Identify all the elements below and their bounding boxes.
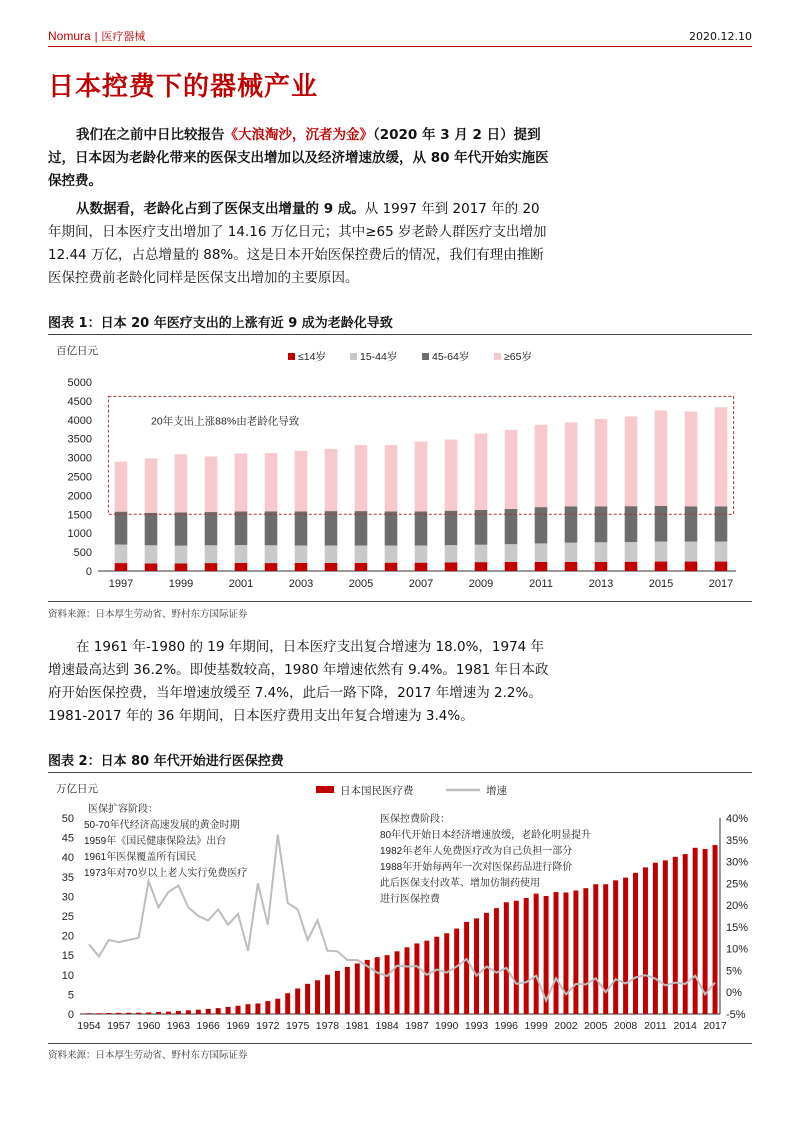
chart2-legend-label-line: 增速 [486,785,507,797]
chart1-annotation: 20年支出上涨88%由老龄化导致 [151,415,300,428]
chart2-bar-1965 [196,1010,201,1014]
chart1-xtick-label: 2009 [468,578,494,590]
chart1-ytick-label: 500 [73,547,92,560]
chart2-xtick-label: 1969 [226,1020,250,1032]
chart1-bar-2002-3 [265,453,278,511]
header-brand: Nomura | 医疗器械 [48,29,146,43]
chart1-bar-2001-3 [235,453,248,511]
chart1-bar-2016-3 [685,411,698,506]
chart2-bar-1955 [96,1013,101,1014]
chart1-bar-1999-1 [175,546,188,564]
chart1-xtick-label: 2007 [408,578,434,590]
chart2-bar-1985 [395,951,400,1014]
chart2-annotation-left-line: 1961年医保覆盖所有国民 [84,852,197,863]
report-link[interactable]: 《大浪淘沙，沉者为金》 [224,127,373,143]
chart2-bar-2014 [683,854,688,1014]
chart2-annotation-right-line: 进行医保控费 [380,894,440,905]
chart1-ytick-label: 3500 [67,433,92,446]
chart1-bar-2017-2 [715,506,728,541]
header-divider [48,46,752,47]
chart2-y2tick-label: 30% [726,856,749,869]
chart1-bar-2009-3 [475,433,488,510]
chart1-bar-2000-1 [205,545,218,563]
figure1-title: 图表 1：日本 20 年医疗支出的上涨有近 9 成为老龄化导致 [48,316,393,331]
chart2-bar-1997 [514,901,519,1014]
chart2-bar-1972 [265,1001,270,1014]
figure1-chart-container [48,338,752,600]
chart1-bar-2008-3 [445,439,458,510]
chart2-ylabel: 万亿日元 [56,783,98,795]
chart2-xtick-label: 1990 [435,1020,459,1032]
chart1-ylabel: 百亿日元 [56,345,98,357]
chart2-xtick-label: 1999 [524,1020,548,1032]
chart2-bar-1989 [434,937,439,1014]
chart1-bar-2014-1 [625,542,638,562]
chart2-bar-1971 [255,1003,260,1014]
figure1-source: 资料来源：日本厚生劳动省、野村东方国际证券 [48,609,248,620]
chart1-xtick-label: 2001 [228,578,254,590]
header-date: 2020.12.10 [689,29,752,43]
chart1-bar-2013-2 [595,506,608,542]
chart2-annotation-left-line: 50-70年代经济高速发展的黄金时期 [84,820,240,831]
figure2-source: 资料来源：日本厚生劳动省、野村东方国际证券 [48,1050,248,1061]
chart2-legend-label-bars: 日本国民医疗费 [340,785,414,797]
chart1-bar-2005-2 [355,511,368,545]
chart2-bar-2001 [554,892,559,1014]
chart1-bar-2007-0 [415,563,428,571]
chart1-bar-2003-1 [295,545,308,562]
chart2-xtick-label: 1984 [375,1020,399,1032]
figure2-chart [48,776,752,1040]
chart2-bar-2011 [653,863,658,1014]
chart1-bar-2006-1 [385,545,398,562]
chart2-bar-1960 [146,1012,151,1014]
chart1-xtick-label: 2005 [348,578,374,590]
chart2-xtick-label: 1978 [315,1020,340,1032]
chart1-ytick-label: 0 [85,566,92,578]
chart1-bar-2015-2 [655,506,668,542]
chart2-annotation-left-line: 1959年《国民健康保险法》出台 [84,836,227,847]
para2-rest: 从 1997 年到 2017 年的 20 年期间，日本医疗支出增加了 14.16 万亿日元；其中≥65 岁老龄人群医疗支出增加 12.44 万亿，占总增量的 88%。这是日本开始医保控费后的情况，我们有理由推断医保控费前老龄化同样是医保支出增加的主要原因。 [48,201,547,286]
chart1-bar-2006-2 [385,511,398,545]
chart2-xtick-label: 1993 [464,1020,489,1032]
chart2-y2tick-label: 25% [726,878,749,891]
chart1-bar-2014-2 [625,506,638,542]
chart1-xtick-label: 2017 [708,578,734,590]
chart1-bar-2011-0 [535,562,548,571]
chart2-bar-2013 [673,857,678,1014]
chart1-bar-2000-2 [205,512,218,545]
chart2-bar-2007 [613,880,618,1014]
chart1-ytick-label: 3000 [67,452,92,465]
chart2-bar-2017 [713,845,718,1014]
chart1-bar-2001-0 [235,563,248,571]
chart1-bar-2001-2 [235,511,248,545]
chart1-bar-2003-0 [295,563,308,571]
chart1-bar-2002-1 [265,545,278,563]
chart2-annotation-left-line: 1973年对70岁以上老人实行免费医疗 [84,868,248,879]
chart2-bar-2003 [573,891,578,1014]
chart2-y2tick-label: 0% [726,987,742,1000]
chart1-bar-1997-1 [115,545,128,564]
chart1-bar-1999-0 [175,563,188,571]
chart2-bar-1980 [345,967,350,1014]
chart1-bar-2015-0 [655,562,668,571]
chart1-bar-2010-3 [505,430,518,509]
chart1-bar-2000-3 [205,456,218,512]
chart2-bar-1970 [245,1004,250,1014]
chart1-legend-swatch-2 [422,353,429,360]
chart2-bar-1957 [116,1013,121,1014]
chart1-bar-2012-3 [565,422,578,506]
chart1-bar-1998-1 [145,545,158,563]
chart2-bar-2008 [623,878,628,1014]
chart1-legend-label-2: 45-64岁 [432,351,470,363]
chart2-bar-1959 [136,1013,141,1014]
chart2-bar-1956 [106,1013,111,1014]
chart2-xtick-label: 2011 [644,1020,667,1032]
chart1-bar-1998-2 [145,513,158,546]
chart2-bar-1963 [176,1011,181,1014]
chart2-bar-2005 [593,884,598,1014]
chart1-bar-1997-2 [115,512,128,545]
chart2-bar-1991 [454,929,459,1014]
chart2-annotation-right-line: 1982年老年人免费医疗改为自己负担一部分 [380,846,573,857]
chart1-ytick-label: 4000 [67,414,92,427]
chart1-bar-2001-1 [235,545,248,563]
page-title: 日本控费下的器械产业 [48,72,319,102]
chart1-bar-2006-0 [385,563,398,571]
chart1-bar-2000-0 [205,563,218,571]
chart1-xtick-label: 2003 [288,578,314,590]
chart1-bar-2005-3 [355,445,368,511]
chart2-bar-1984 [385,955,390,1014]
chart2-ytick-label: 35 [61,871,74,884]
chart2-bar-1983 [375,957,380,1014]
chart2-bar-1996 [504,902,509,1014]
chart1-legend-swatch-1 [350,353,357,360]
chart2-bar-1999 [534,894,539,1014]
chart1-bar-2002-0 [265,563,278,571]
chart1-bar-2015-3 [655,411,668,506]
figure1-chart [48,338,752,596]
chart1-bar-2014-0 [625,562,638,571]
chart1-bar-2008-1 [445,545,458,562]
chart1-bar-2016-2 [685,506,698,541]
chart2-bar-1961 [156,1012,161,1014]
chart2-xtick-label: 2008 [613,1020,638,1032]
chart1-bar-2007-3 [415,442,428,512]
chart1-xtick-label: 2011 [529,578,553,590]
chart2-y2tick-label: 40% [726,813,749,825]
chart2-bar-1974 [285,993,290,1014]
chart2-y2tick-label: 5% [726,965,742,978]
chart2-bar-2006 [603,884,608,1014]
figure2-rule [48,772,752,773]
chart1-bar-2014-3 [625,416,638,506]
chart2-bar-1954 [86,1013,91,1014]
chart1-bar-2007-1 [415,545,428,562]
chart2-annotation-right-line: 80年代开始日本经济增速放缓，老龄化明显提升 [380,830,592,841]
chart2-ytick-label: 30 [61,891,74,904]
chart1-bar-1997-0 [115,563,128,571]
chart1-legend-swatch-3 [494,353,501,360]
chart1-bar-1997-3 [115,462,128,512]
figure1-rule [48,334,752,335]
paragraph-2 [48,198,553,290]
chart2-bar-1973 [275,999,280,1014]
chart2-ytick-label: 20 [61,930,74,943]
paragraph-3: 在 1961 年-1980 的 19 年期间，日本医疗支出复合增速为 18.0%，1974 年增速最高达到 36.2%。即使基数较高，1980 年增速依然有 9.4%。1981 年日本政府开始医保控费，当年增速放缓至 7.4%，此后一路下降，2017 年增速为 2.2%。1981-2017 年的 36 年期间，日本医疗费用支出年复合增速为 3.4%。 [48,639,549,724]
chart2-bar-1998 [524,898,529,1014]
chart2-ytick-label: 5 [67,989,74,1002]
chart1-bar-2013-3 [595,419,608,506]
chart2-bar-1992 [464,922,469,1014]
chart1-ytick-label: 1500 [67,509,92,522]
chart2-xtick-label: 1975 [285,1020,310,1032]
figure2-bottom-rule [48,1043,752,1044]
chart2-bar-2004 [583,888,588,1014]
figure2-chart-container [48,776,752,1044]
para2-bold: 从数据看，老龄化占到了医保支出增量的 9 成。 [76,201,365,217]
chart2-bar-1962 [166,1012,171,1014]
chart2-xtick-label: 2005 [584,1020,608,1032]
chart1-bar-2003-3 [295,451,308,512]
chart1-bar-2004-0 [325,563,338,571]
chart2-bar-2009 [633,873,638,1014]
chart1-xtick-label: 1997 [108,578,134,590]
chart1-bar-2005-1 [355,545,368,562]
chart2-ytick-label: 40 [61,852,74,865]
chart1-bar-1998-3 [145,458,158,512]
chart2-legend-swatch-bars [316,786,334,793]
chart2-bar-1977 [315,980,320,1014]
chart1-bar-2006-3 [385,445,398,511]
page-header [48,26,752,46]
chart1-legend-label-3: ≥65岁 [504,351,532,363]
chart2-xtick-label: 1966 [196,1020,220,1032]
chart1-bar-2008-0 [445,562,458,571]
chart2-bar-1975 [295,989,300,1014]
chart1-bar-2004-3 [325,449,338,511]
chart1-legend-label-0: ≤14岁 [298,351,326,363]
chart1-bar-2011-1 [535,543,548,562]
para1-a: 我们在之前中日比较报告 [76,127,225,143]
chart2-y2tick-label: 10% [726,943,749,956]
chart1-ytick-label: 1000 [67,528,92,541]
chart1-legend-label-1: 15-44岁 [360,351,398,363]
chart2-bar-2012 [663,860,668,1014]
chart2-bar-1995 [494,908,499,1014]
chart1-bar-2010-0 [505,562,518,571]
chart1-bar-2013-0 [595,562,608,571]
chart1-bar-2017-0 [715,562,728,571]
chart2-bar-2010 [643,867,648,1014]
chart2-xtick-label: 2002 [554,1020,578,1032]
chart2-bar-1987 [414,943,419,1014]
chart2-xtick-label: 1960 [136,1020,161,1032]
chart1-bar-2009-2 [475,510,488,545]
chart2-bar-1964 [186,1010,191,1014]
figure2-title: 图表 2：日本 80 年代开始进行医保控费 [48,754,284,769]
chart1-bar-2010-1 [505,544,518,562]
chart1-bar-2011-3 [535,425,548,507]
chart2-bar-1967 [216,1008,221,1014]
chart1-xtick-label: 2015 [648,578,674,590]
chart2-ytick-label: 45 [61,832,74,845]
chart1-bar-2007-2 [415,511,428,545]
chart2-xtick-label: 1981 [345,1020,369,1032]
chart1-bar-1999-2 [175,512,188,545]
chart2-bar-1978 [325,975,330,1014]
figure1-bottom-rule [48,601,752,602]
chart1-bar-2009-1 [475,545,488,562]
chart1-bar-2016-0 [685,562,698,571]
chart2-xtick-label: 1996 [494,1020,519,1032]
chart1-xtick-label: 1999 [168,578,194,590]
chart1-ytick-label: 2500 [67,471,92,484]
chart1-bar-2004-2 [325,511,338,545]
chart2-bar-1968 [226,1007,231,1014]
para1-b: （2020 年 3 月 2 日）提到过，日本因为老龄化带来的医保支出增加以及经济增速放缓，从 80 年代开始实施医保控费。 [48,127,549,189]
chart2-xtick-label: 2014 [673,1020,697,1032]
chart1-bar-2008-2 [445,511,458,545]
chart2-annotation-right-line: 此后医保支付改革、增加仿制药使用 [380,878,540,889]
chart1-bar-1999-3 [175,454,188,512]
chart2-y2tick-label: 35% [726,834,749,847]
chart1-bar-2016-1 [685,542,698,562]
chart2-bar-1981 [355,963,360,1014]
chart2-bar-1994 [484,913,489,1014]
chart2-bar-2015 [693,848,698,1014]
chart2-xtick-label: 1954 [77,1020,101,1032]
chart2-ytick-label: 10 [61,969,74,982]
chart1-bar-2017-1 [715,542,728,562]
chart1-xtick-label: 2013 [588,578,614,590]
chart2-xtick-label: 1963 [166,1020,191,1032]
brand-logo: Nomura [48,29,91,43]
chart1-ytick-label: 5000 [67,377,92,389]
chart1-bar-2009-0 [475,562,488,571]
chart2-ytick-label: 50 [61,813,74,825]
chart1-bar-2012-0 [565,562,578,571]
chart2-annotation-right-heading: 医保控费阶段： [380,814,450,825]
paragraph-1 [48,124,553,193]
chart2-annotation-right-line: 1988年开始每两年一次对医保药品进行降价 [380,862,573,873]
chart2-annotation-left-heading: 医保扩容阶段： [88,804,158,815]
chart2-bar-1979 [335,971,340,1014]
chart1-bar-2015-1 [655,542,668,562]
chart2-y2tick-label: 20% [726,900,749,913]
chart1-ytick-label: 4500 [67,395,92,408]
chart2-ytick-label: 25 [61,911,74,923]
chart2-bar-1988 [424,941,429,1014]
chart1-legend-swatch-0 [288,353,295,360]
chart1-bar-2002-2 [265,511,278,545]
chart2-xtick-label: 1987 [405,1020,429,1032]
chart1-bar-2012-1 [565,543,578,562]
chart1-bar-2013-1 [595,542,608,562]
chart1-bar-2004-1 [325,545,338,562]
chart2-ytick-label: 0 [67,1009,74,1021]
chart1-bar-2017-3 [715,407,728,506]
chart2-xtick-label: 1972 [256,1020,280,1032]
chart2-xtick-label: 2017 [703,1020,727,1032]
chart2-bar-1986 [404,947,409,1014]
chart1-bar-2012-2 [565,506,578,542]
chart1-ytick-label: 2000 [67,490,92,503]
chart2-bar-1969 [236,1006,241,1014]
chart2-bar-1958 [126,1013,131,1014]
header-section: 医疗器械 [101,30,146,43]
chart2-bar-1976 [305,984,310,1014]
chart2-ytick-label: 15 [61,950,74,963]
chart2-xtick-label: 1957 [107,1020,131,1032]
chart2-bar-1993 [474,918,479,1014]
chart2-bar-1966 [206,1009,211,1014]
chart2-y2tick-label: -5% [726,1009,746,1021]
chart1-bar-2003-2 [295,511,308,545]
chart1-bar-2005-0 [355,563,368,571]
chart2-y2tick-label: 15% [726,921,749,934]
chart1-bar-1998-0 [145,563,158,571]
chart1-bar-2011-2 [535,507,548,543]
